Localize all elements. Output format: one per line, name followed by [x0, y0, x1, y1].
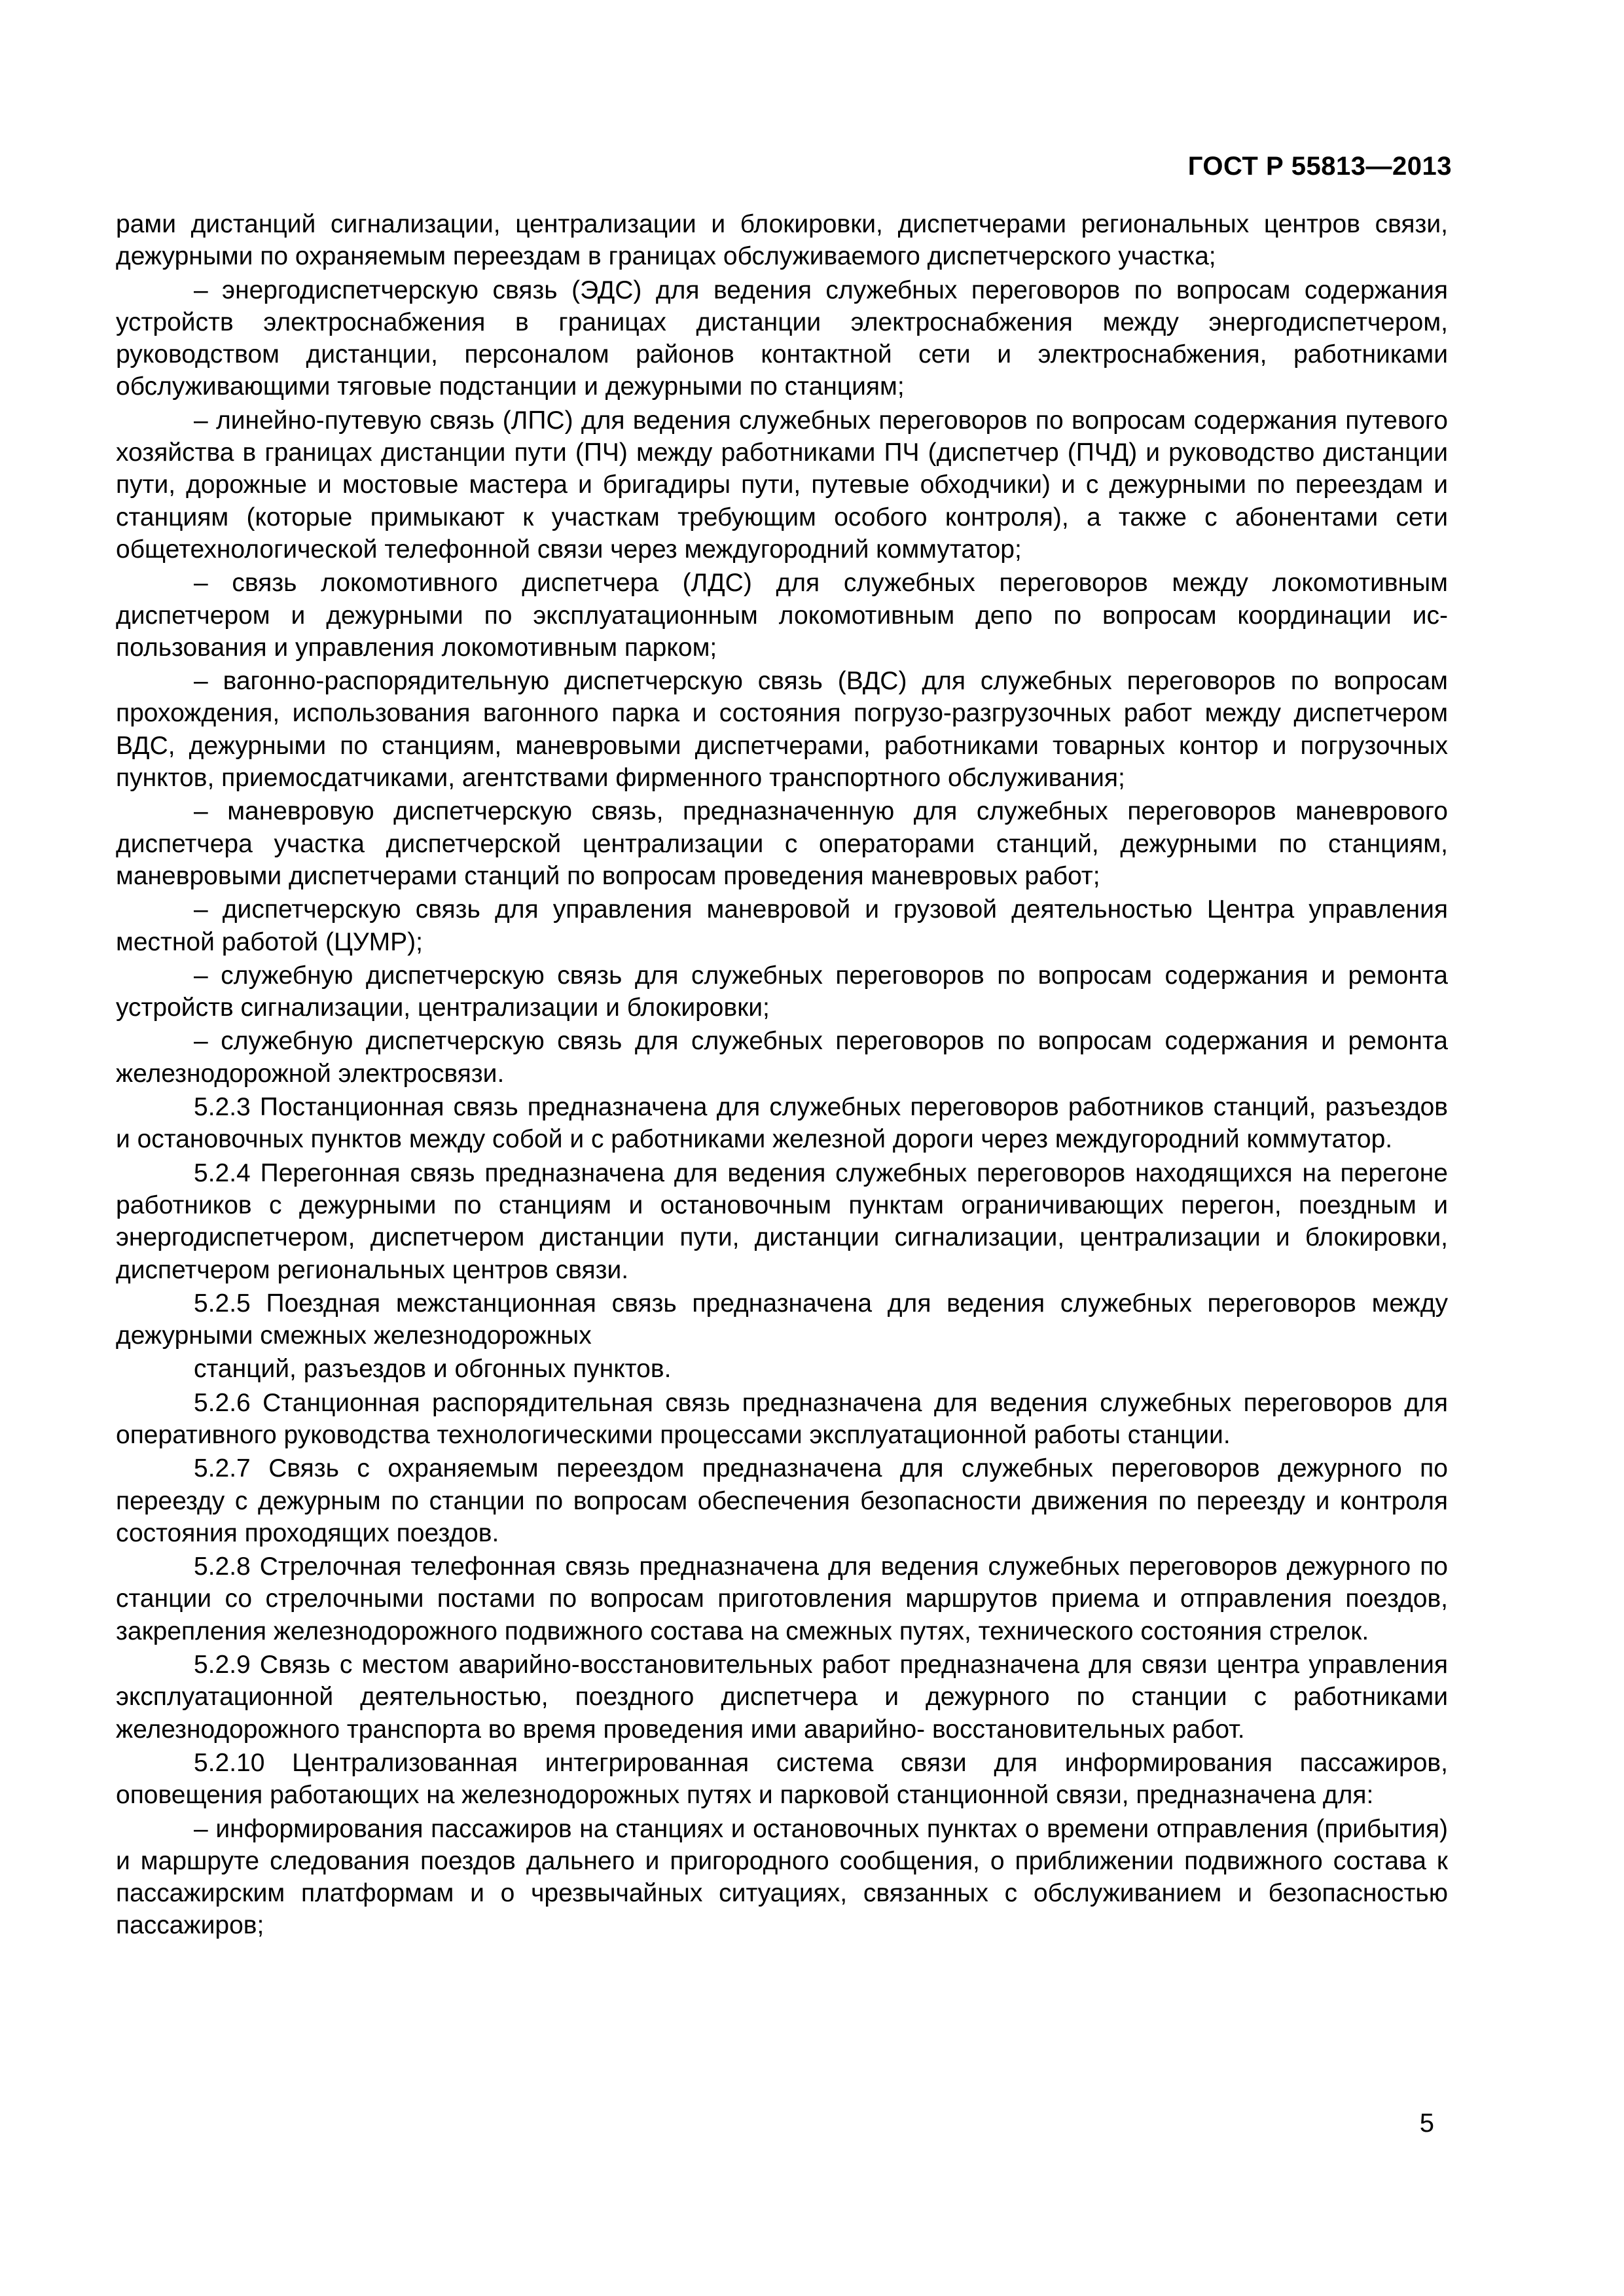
list-item-lps: – линейно-путевую связь (ЛПС) для ведения служебных переговоров по вопросам содержания путевого хозяйства в границах дистанции пути (ПЧ) между работниками ПЧ (диспетчер (ПЧД) и руководство дистанции пути, дорожные и мостовые мастера и бригадиры пути, путевые обходчики) и с дежурными по переездам и станциям (которые примыкают к участкам требующим особого контроля), а также с абонентами сети общетехнологической телефонной связи через междугородний коммутатор; — [116, 406, 1448, 564]
paragraph-continuation: рами дистанций сигнализации, централизации и блокировки, диспетчерами региональных центров связи, дежурными по охраняемым переездам в границах обслуживаемого диспетчерского участка; — [116, 210, 1448, 271]
page-number: 5 — [1419, 2109, 1434, 2138]
section-5-2-6: 5.2.6 Станционная распорядительная связь предназначена для ведения служебных переговоров для оперативного руководства технологическими процессами эксплуатационной работы станции. — [116, 1388, 1448, 1449]
section-5-2-5-continuation: станций, разъездов и обгонных пунктов. — [194, 1355, 672, 1384]
section-5-2-10: 5.2.10 Централизованная интегрированная система связи для информирования пассажиров, оповещения работающих на железнодорожных путях и парковой станционной связи, предназначена для: — [116, 1748, 1448, 1810]
section-5-2-7: 5.2.7 Связь с охраняемым переездом предназначена для служебных переговоров дежурного по переезду с дежурным по станции по вопросам обеспечения безопасности движения по переезду и контроля состояния проходящих поездов. — [116, 1454, 1448, 1547]
list-item-passenger-info: – информирования пассажиров на станциях и остановочных пунктах о времени отправления (прибытия) и маршруте следования поездов дальнего и пригородного сообщения, о приближении подвижного состава к пассажирским платформам и о чрезвычайных ситуациях, связанных с обслуживанием и безопасностью пассажиров; — [116, 1814, 1448, 1940]
section-5-2-3: 5.2.3 Постанционная связь предназначена для служебных переговоров работников станций, разъездов и остановочных пунктов между собой и с работниками железной дороги через междугородний коммутатор. — [116, 1093, 1448, 1154]
section-5-2-5: 5.2.5 Поездная межстанционная связь предназначена для ведения служебных переговоров между дежурными смежных железнодорожных — [116, 1289, 1448, 1350]
section-5-2-4: 5.2.4 Перегонная связь предназначена для ведения служебных переговоров находящихся на перегоне работников с дежурными по станциям и остановочным пунктам ограничивающих перегон, поездным и энергодиспетчером, диспетчером дистанции пути, дистанции сигнализации, централизации и блокировки, диспетчером региональных центров связи. — [116, 1158, 1448, 1284]
list-item-signalling: – служебную диспетчерскую связь для служебных переговоров по вопросам содержания и ремонта устройств сигнализации, централизации и блокировки; — [116, 961, 1448, 1022]
list-item-tsumr: – диспетчерскую связь для управления маневровой и грузовой деятельностью Центра управления местной работой (ЦУМР); — [116, 895, 1448, 956]
list-item-vds: – вагонно-распорядительную диспетчерскую связь (ВДС) для служебных переговоров по вопросам прохождения, использования вагонного парка и состояния погрузо-разгрузочных работ между диспетчером ВДС, дежурными по станциям, маневровыми диспетчерами, работниками товарных контор и погрузочных пунктов, приемосдатчиками, агентствами фирменного транспортного обслуживания; — [116, 667, 1448, 793]
list-item-telecom: – служебную диспетчерскую связь для служебных переговоров по вопросам содержания и ремонта железнодорожной электросвязи. — [116, 1027, 1448, 1088]
document-code-header: ГОСТ Р 55813—2013 — [1187, 152, 1452, 181]
list-item-lds: – связь локомотивного диспетчера (ЛДС) для служебных переговоров между локомотивным диспетчером и дежурными по эксплуатационным локомотивным депо по вопросам координации использования и управления локомотивным парком; — [116, 569, 1448, 662]
document-body — [116, 208, 1448, 1943]
list-item-eds: – энергодиспетчерскую связь (ЭДС) для ведения служебных переговоров по вопросам содержания устройств электроснабжения в границах дистанции электроснабжения между энергодиспетчером, руководством дистанции, персоналом районов контактной сети и электроснабжения, работниками обслуживающими тяговые подстанции и дежурными по станциям; — [116, 276, 1448, 401]
section-5-2-8: 5.2.8 Стрелочная телефонная связь предназначена для ведения служебных переговоров дежурного по станции со стрелочными постами по вопросам приготовления маршрутов приема и отправления поездов, закрепления железнодорожного подвижного состава на смежных путях, технического состояния стрелок. — [116, 1552, 1448, 1645]
list-item-shunting: – маневровую диспетчерскую связь, предназначенную для служебных переговоров маневрового диспетчера участка диспетчерской централизации с операторами станций, дежурными по станциям, маневровыми диспетчерами станций по вопросам проведения маневровых работ; — [116, 797, 1448, 890]
section-5-2-9: 5.2.9 Связь с местом аварийно-восстановительных работ предназначена для связи центра управления эксплуатационной деятельностью, поездного диспетчера и дежурного по станции с работниками железнодорожного транспорта во время проведения ими аварийно- восстановительных работ. — [116, 1651, 1448, 1744]
